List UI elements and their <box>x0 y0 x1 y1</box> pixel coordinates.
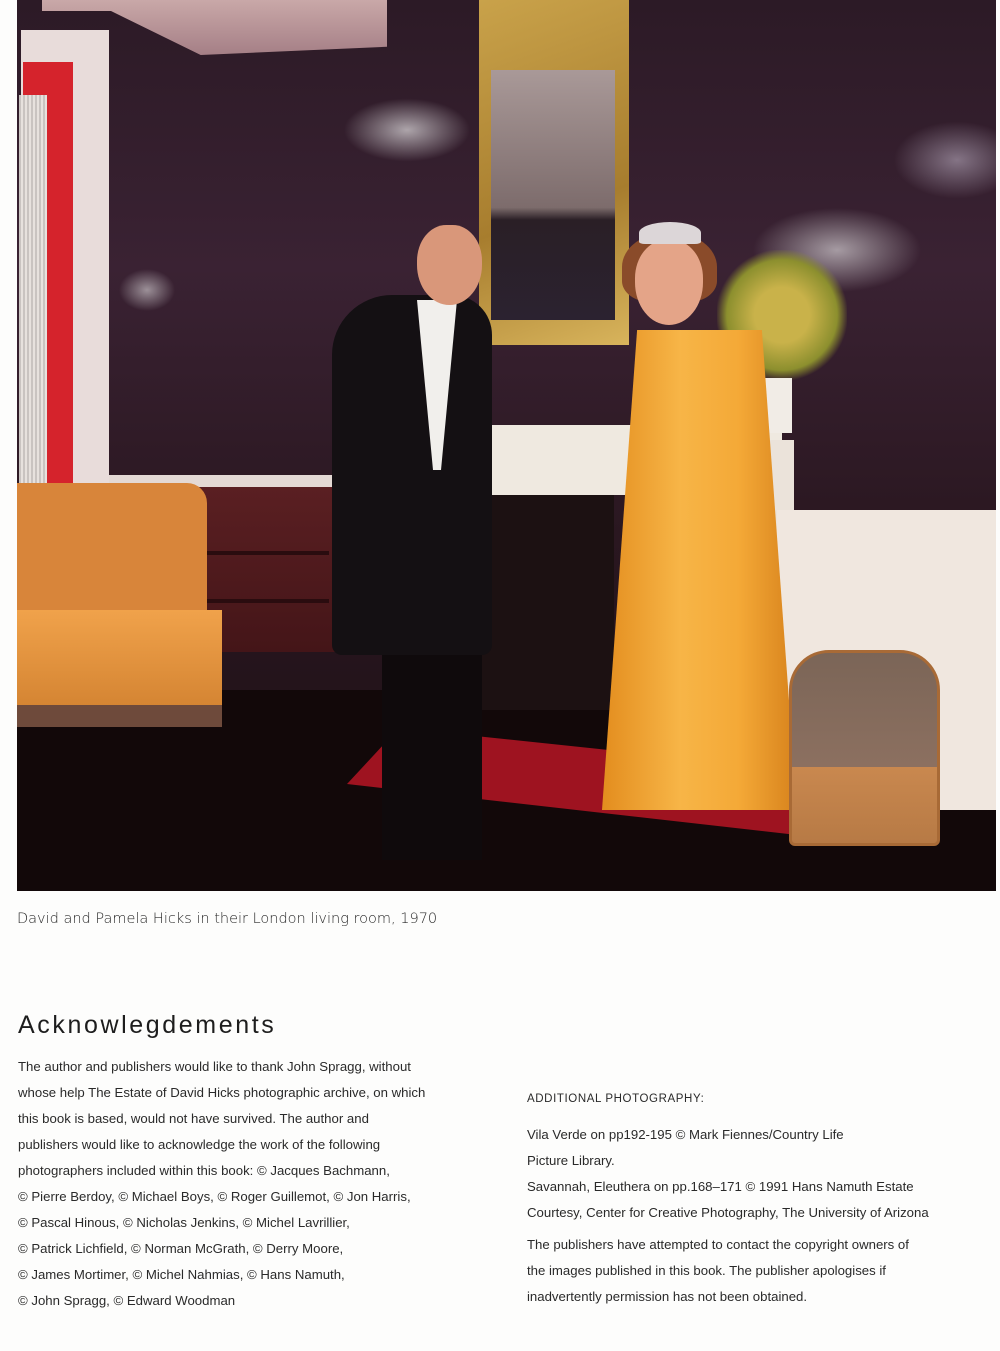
credit-line: Savannah, Eleuthera on pp.168–171 © 1991 Hans Namuth Estate <box>527 1179 914 1194</box>
credit-line: Vila Verde on pp192-195 © Mark Fiennes/Country Life <box>527 1127 844 1142</box>
body-line: © Patrick Lichfield, © Norman McGrath, © Derry Moore, <box>18 1241 344 1256</box>
notice-line: inadvertently permission has not been obtained. <box>527 1289 808 1304</box>
photo-caption: David and Pamela Hicks in their London living room, 1970 <box>17 911 438 927</box>
man-head <box>417 225 482 305</box>
section-label: ADDITIONAL PHOTOGRAPHY: <box>527 1093 705 1105</box>
copyright-notice <box>527 1232 987 1310</box>
door-screen <box>19 95 47 495</box>
man-dinner-jacket <box>332 295 492 655</box>
orange-armchair-seat <box>17 610 222 727</box>
acknowledgements-body <box>18 1054 488 1314</box>
notice-line: the images published in this book. The publisher apologises if <box>527 1263 886 1278</box>
log-basket <box>789 650 940 846</box>
body-line: whose help The Estate of David Hicks photographic archive, on which <box>18 1085 426 1100</box>
body-line: The author and publishers would like to thank John Spragg, without <box>18 1059 411 1074</box>
page-title: Acknowlegdements <box>18 1011 277 1039</box>
body-line: © John Spragg, © Edward Woodman <box>18 1293 236 1308</box>
tiara <box>639 222 701 244</box>
fireplace-opening <box>479 495 614 710</box>
body-line: this book is based, would not have survived. The author and <box>18 1111 369 1126</box>
body-line: publishers would like to acknowledge the work of the following <box>18 1137 381 1152</box>
credit-line: Courtesy, Center for Creative Photography, The University of Arizona <box>527 1205 929 1220</box>
body-line: © Pascal Hinous, © Nicholas Jenkins, © Michel Lavrillier, <box>18 1215 350 1230</box>
additional-photography-section <box>527 1086 987 1310</box>
body-line: © Pierre Berdoy, © Michael Boys, © Roger Guillemot, © Jon Harris, <box>18 1189 411 1204</box>
man-trousers <box>382 620 482 860</box>
body-line: photographers included within this book: © Jacques Bachmann, <box>18 1163 390 1178</box>
woman-head <box>635 240 703 325</box>
photograph-hicks-living-room <box>17 0 996 891</box>
body-line: © James Mortimer, © Michel Nahmias, © Hans Namuth, <box>18 1267 345 1282</box>
notice-line: The publishers have attempted to contact the copyright owners of <box>527 1237 909 1252</box>
credit-line: Picture Library. <box>527 1153 615 1168</box>
mirror-glass <box>491 70 615 320</box>
